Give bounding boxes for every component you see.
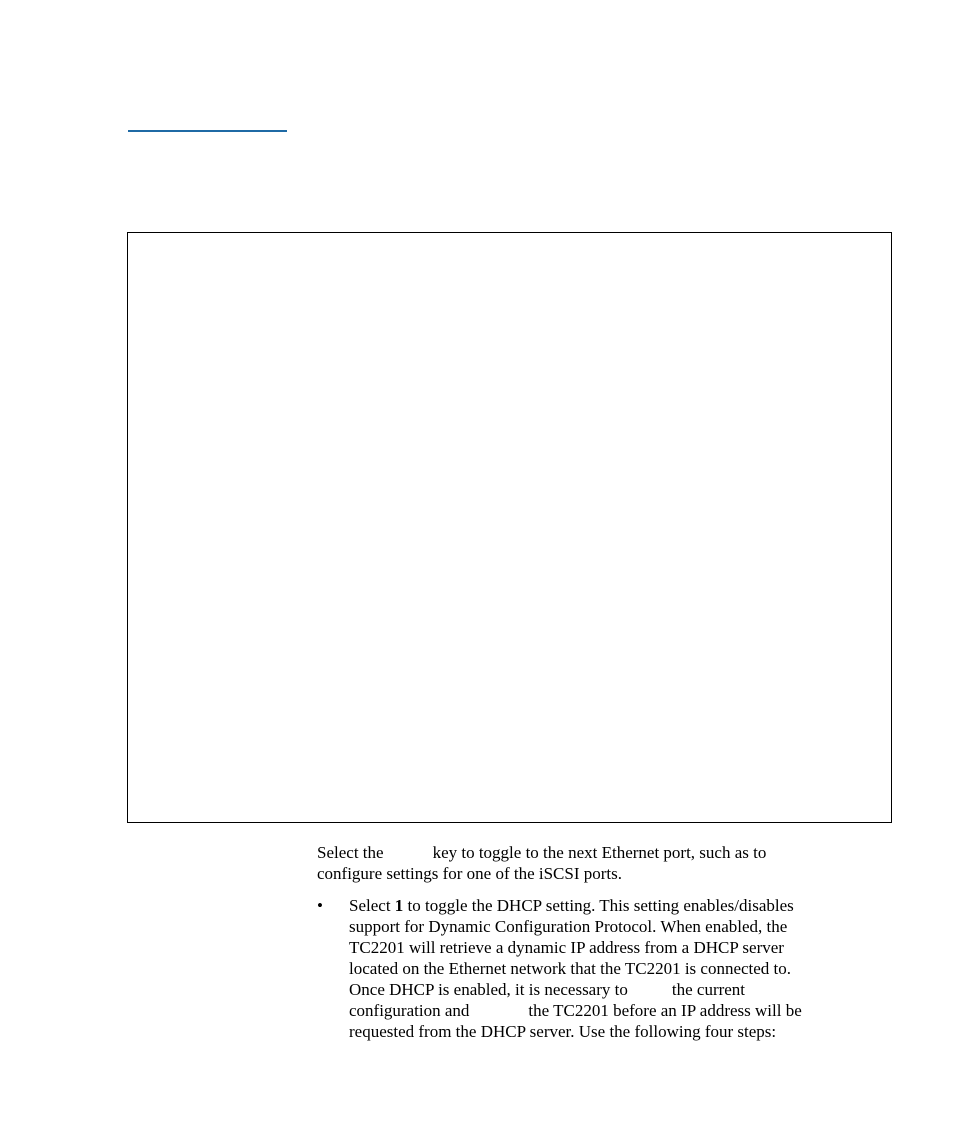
- bullet-line-3: TC2201 will retrieve a dynamic IP address from a DHCP server: [349, 938, 784, 957]
- body-text: [317, 842, 877, 1042]
- bullet-line-1: Select 1 to toggle the DHCP setting. This setting enables/disables: [349, 896, 794, 915]
- intro-line-2: configure settings for one of the iSCSI ports.: [317, 864, 623, 883]
- key-label: 1: [394, 896, 404, 915]
- bullet-line-6: configuration and the TC2201 before an IP address will be: [349, 1001, 802, 1020]
- bullet-dhcp: [317, 895, 877, 1042]
- screenshot-frame: [127, 232, 892, 823]
- bullet-line-7: requested from the DHCP server. Use the following four steps:: [349, 1022, 777, 1041]
- bullet-glyph: •: [317, 896, 323, 915]
- bullet-line-2: support for Dynamic Configuration Protocol. When enabled, the: [349, 917, 788, 936]
- bullet-line-5: Once DHCP is enabled, it is necessary to the current: [349, 980, 746, 999]
- intro-line-1: Select the key to toggle to the next Ethernet port, such as to: [317, 843, 767, 862]
- header-rule: [128, 130, 287, 132]
- bullet-line-4: located on the Ethernet network that the TC2201 is connected to.: [349, 959, 792, 978]
- intro-paragraph: [317, 842, 877, 884]
